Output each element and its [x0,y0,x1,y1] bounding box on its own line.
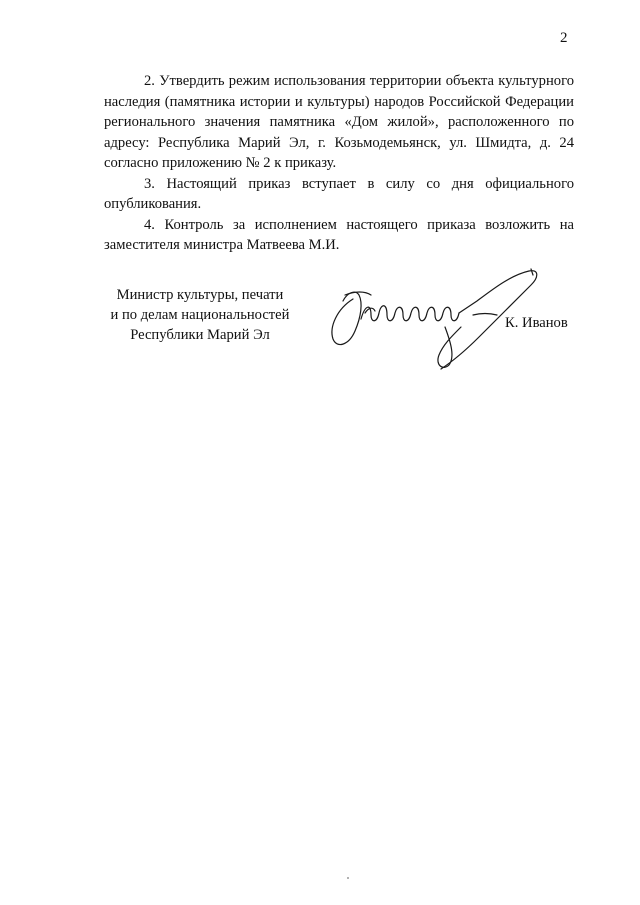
signatory-position [100,285,300,345]
signatory-position-line: Республики Марий Эл [130,327,270,343]
scan-speck [347,877,349,879]
page-number: 2 [560,30,568,46]
paragraph-item-2: 2. Утвердить режим использования территории объекта культурного наследия (памятника истории и культуры) народов Российской Федерации регионального значения памятника «Дом жилой», расположенного по адресу: Республика Марий Эл, г. Козьмодемьянск, ул. Шмидта, д. 24 согласно приложению № 2 к приказу. [104,73,574,171]
signer-name: К. Иванов [505,315,568,331]
paragraph-item-3: 3. Настоящий приказ вступает в силу со дня официального опубликования. [104,175,574,212]
document-body [104,71,574,256]
signatory-position-line: Министр культуры, печати [116,287,284,303]
signatory-position-line: и по делам национальностей [110,307,290,323]
paragraph-item-4: 4. Контроль за исполнением настоящего приказа возложить на заместителя министра Матвеева М.И. [104,216,574,253]
